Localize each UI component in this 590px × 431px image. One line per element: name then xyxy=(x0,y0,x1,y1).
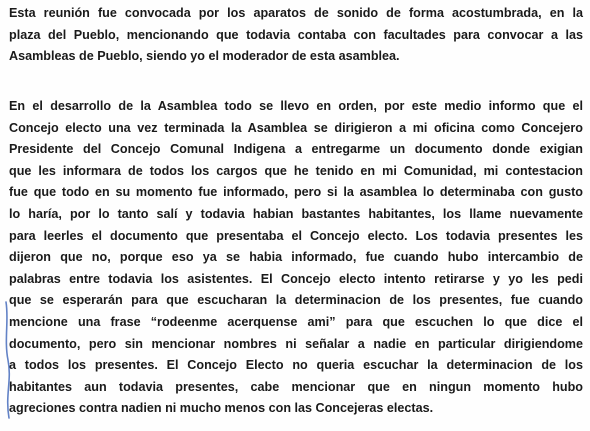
paragraph-desarrollo-asamblea xyxy=(9,96,583,420)
text-line: En el desarrollo de la Asamblea todo se llevo en orden, por este medio informo que el xyxy=(9,99,583,113)
text-line: documento, pero sin mencionar nombres ni señalar a nadie en particular dirigiendome xyxy=(9,336,583,351)
text-line: agreciones contra nadien ni mucho menos con las Concejeras electas. xyxy=(9,401,434,416)
text-line: dijeron que no, porque eso ya se habia informado, fue cuando hubo intercambio de xyxy=(9,250,583,265)
text-line: para leerles el documento que presentaba el Concejo electo. Los todavia presentes les xyxy=(9,228,583,243)
text-line: Concejo electo una vez terminada la Asamblea se dirigieron a mi oficina como Concejero xyxy=(9,120,583,135)
text-line: fue que todo en su momento fue informado, pero si la asamblea lo determinaba con gusto xyxy=(9,185,583,200)
text-line: mencione una frase “rodeenme acerquense ami” para que escuchen lo que dice el xyxy=(9,314,583,329)
text-line: plaza del Pueblo, mencionando que todavia contaba con facultades para convocar a las xyxy=(9,27,583,42)
text-line: habitantes aun todavia presentes, cabe mencionar que en ningun momento hubo xyxy=(9,379,583,394)
text-line: que se esperarán para que escucharan la determinacion de los presentes, fue cuando xyxy=(9,293,583,308)
text-line: lo haría, por lo tanto salí y todavia habian bastantes habitantes, los llame nuevamente xyxy=(9,206,583,221)
text-line: Asambleas de Pueblo, siendo yo el moderador de esta asamblea. xyxy=(9,49,400,64)
text-line: que les informara de todos los cargos que he tenido en mi Comunidad, mi contestacion xyxy=(9,163,583,178)
text-line: Esta reunión fue convocada por los aparatos de sonido de forma acostumbrada, en la xyxy=(9,6,583,20)
paragraph-convocatoria xyxy=(9,3,583,68)
text-line: a todos los presentes. El Concejo Electo no queria escuchar la determinacion de los xyxy=(9,358,583,373)
text-line: palabras entre todavia los asistentes. El Concejo electo intento retirarse y yo les pedi xyxy=(9,271,583,286)
text-line: Presidente del Concejo Comunal Indigena a entregarme un documento donde exigian xyxy=(9,142,583,157)
